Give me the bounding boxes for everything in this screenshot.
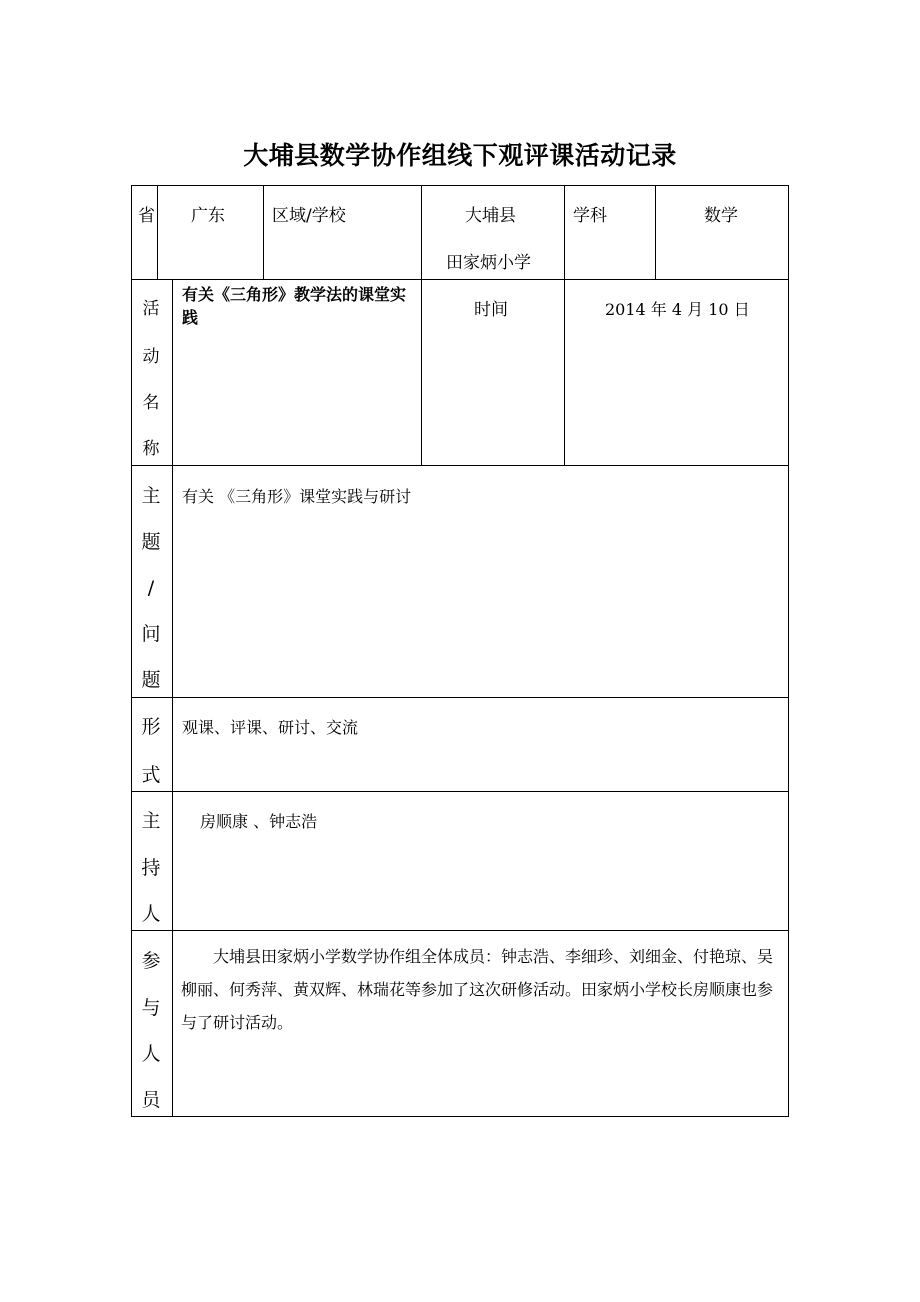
host-label-char: 人 xyxy=(141,903,161,925)
col-divider xyxy=(421,279,422,465)
form-label-char: 式 xyxy=(141,764,161,786)
province-value: 广东 xyxy=(191,206,225,226)
row-divider xyxy=(131,791,789,792)
province-label: 省 xyxy=(138,206,155,226)
topic-label-char: 问 xyxy=(141,623,161,645)
participants-label-char: 人 xyxy=(141,1043,161,1065)
col-divider xyxy=(263,185,264,279)
time-value: 2014 年 4 月 10 日 xyxy=(605,300,750,319)
document-title: 大埔县数学协作组线下观评课活动记录 xyxy=(243,141,677,170)
host-label-char: 持 xyxy=(141,857,161,879)
activity-label-char: 活 xyxy=(142,299,160,319)
participants-value: 大埔县田家炳小学数学协作组全体成员：钟志浩、李细珍、刘细金、付艳琼、吴柳丽、何秀萍、黄双辉、林瑞花等参加了这次研修活动。田家炳小学校长房顺康也参与了研讨活动。 xyxy=(181,947,774,1032)
area-label: 区域/学校 xyxy=(272,206,346,226)
area-county: 大埔县 xyxy=(465,206,516,226)
topic-label-char: 题 xyxy=(141,531,161,553)
participants-label-char: 参 xyxy=(141,950,161,972)
activity-name: 有关《三角形》教学法的课堂实践 xyxy=(182,285,407,327)
col-divider xyxy=(564,279,565,465)
row-divider xyxy=(131,697,789,698)
host-label-char: 主 xyxy=(141,810,161,832)
topic-value: 有关 《三角形》课堂实践与研讨 xyxy=(182,487,412,506)
col-divider xyxy=(157,185,158,279)
form-value: 观课、评课、研讨、交流 xyxy=(182,718,359,737)
host-value: 房顺康 、钟志浩 xyxy=(200,812,318,831)
activity-label-char: 动 xyxy=(142,347,160,367)
row-divider xyxy=(131,279,789,280)
topic-label-char: 题 xyxy=(141,669,161,691)
form-label-char: 形 xyxy=(141,716,161,738)
col-divider xyxy=(421,185,422,279)
activity-label-char: 名 xyxy=(142,393,160,413)
subject-label: 学科 xyxy=(573,206,607,226)
topic-label-char: / xyxy=(147,577,155,599)
col-divider xyxy=(564,185,565,279)
col-divider xyxy=(655,185,656,279)
row-divider xyxy=(131,930,789,931)
row-divider xyxy=(131,465,789,466)
participants-label-char: 员 xyxy=(141,1089,161,1111)
time-label: 时间 xyxy=(474,300,508,320)
participants-label-char: 与 xyxy=(141,997,161,1019)
label-col-divider xyxy=(172,279,173,1117)
activity-label-char: 称 xyxy=(142,439,160,459)
topic-label-char: 主 xyxy=(141,485,161,507)
area-school: 田家炳小学 xyxy=(446,253,531,273)
subject-value: 数学 xyxy=(704,206,738,226)
